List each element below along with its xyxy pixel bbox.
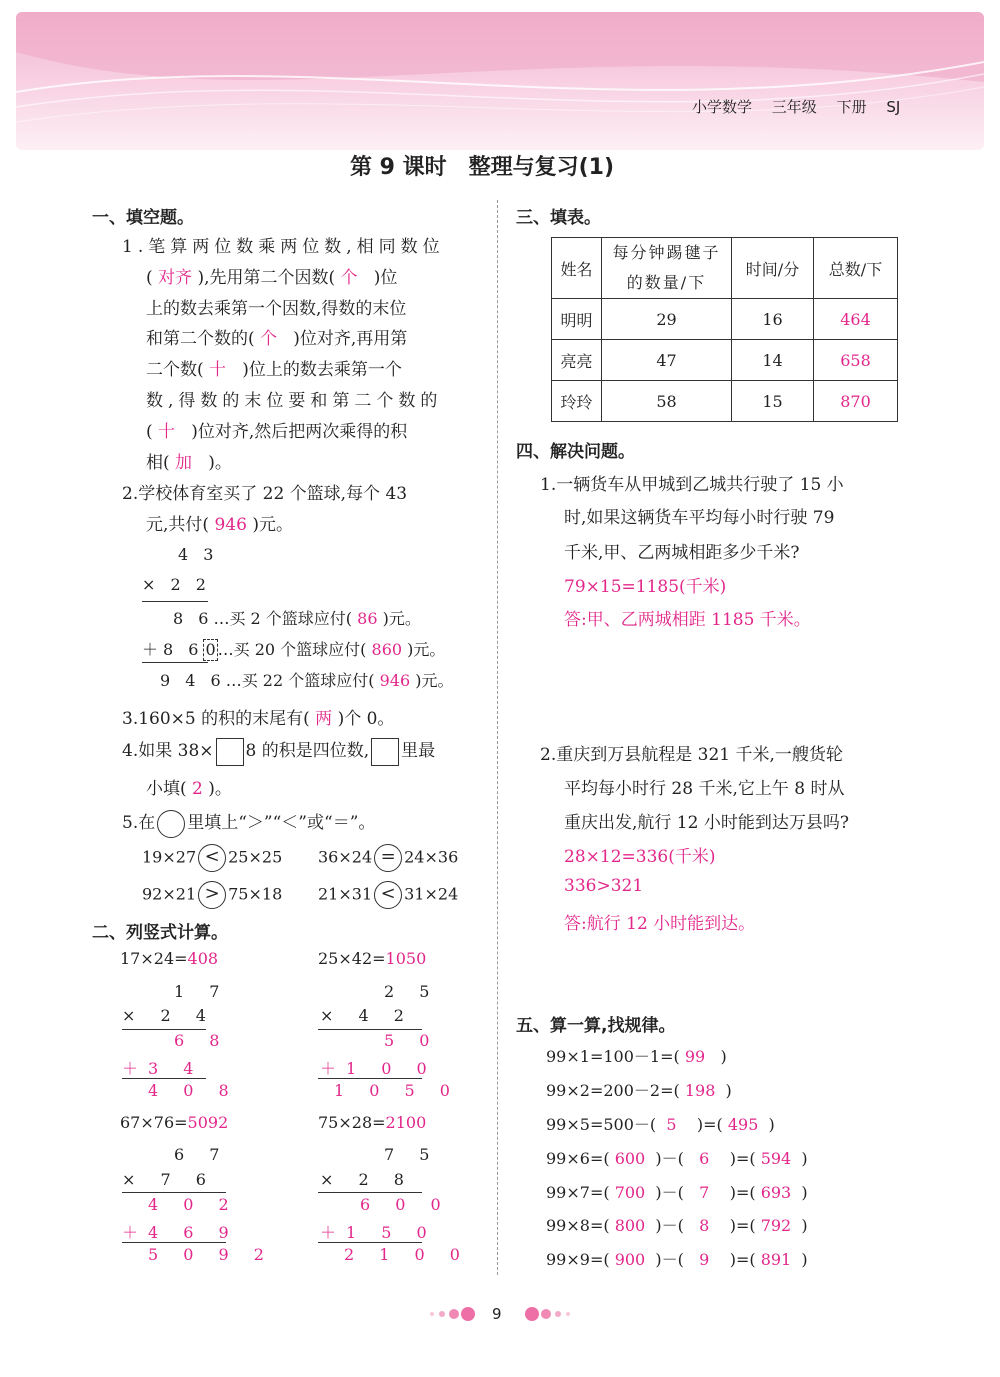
answer-text: 个: [260, 329, 278, 349]
placeholder-zero-box: 0: [205, 640, 216, 659]
answer-text: 7: [699, 1183, 710, 1202]
pattern-row: 99×5=500－( 5 )=( 495 ): [546, 1115, 775, 1134]
section1-heading: 一、填空题。: [92, 208, 194, 228]
answer-text: 693: [760, 1183, 792, 1202]
answer-text: 792: [760, 1216, 792, 1235]
vertical-calc-row: × 2 2: [142, 575, 211, 594]
answer-text: 对齐: [158, 268, 193, 288]
answer-text: 28×12=336(千米): [564, 847, 716, 867]
fill-table: [551, 237, 898, 422]
header-banner: [16, 12, 984, 150]
section3-heading: 三、填表。: [516, 208, 601, 228]
blank-circle: [157, 810, 185, 838]
section2-heading: 二、列竖式计算。: [92, 923, 228, 943]
pattern-row: 99×2=200－2=( 198 ): [546, 1081, 732, 1100]
answer-text: 2100: [385, 1113, 427, 1132]
header-edition: SJ: [886, 98, 901, 116]
q1-line: ( 十 )位对齐,然后把两次乘得的积: [146, 422, 408, 442]
q1-line: 数,得数的末位要和第二个数的: [146, 391, 443, 411]
compare-circle: >: [198, 881, 226, 909]
answer-text: 336>321: [564, 876, 644, 896]
answer-text: 答:甲、乙两城相距 1185 千米。: [564, 610, 811, 630]
table-header-cell: 时间/分: [732, 238, 814, 299]
column-divider: [497, 200, 498, 1275]
table-header-cell: 总数/下: [814, 238, 898, 299]
q1-line: 二个数( 十 )位上的数去乘第一个: [146, 360, 402, 380]
answer-text: 加: [175, 453, 193, 473]
answer-text: 5092: [187, 1113, 229, 1132]
answer-text: 十: [209, 360, 227, 380]
answer-text: 2: [192, 779, 203, 799]
answer-text: 5: [666, 1115, 677, 1134]
q1-line: 和第二个数的( 个 )位对齐,再用第: [146, 329, 408, 349]
pattern-row: 99×1=100－1=( 99 ): [546, 1047, 727, 1066]
compare-circle: =: [374, 844, 402, 872]
section4-heading: 四、解决问题。: [516, 442, 635, 462]
banner-waves: [16, 12, 984, 150]
q1-line: 上的数去乘第一个因数,得数的末位: [146, 299, 407, 319]
answer-text: 408: [187, 949, 219, 968]
answer-text: 860: [371, 640, 403, 659]
page-footer: [420, 1300, 580, 1328]
answer-text: 十: [158, 422, 176, 442]
compare-item: 92×21 > 75×18: [142, 881, 282, 909]
pattern-row: 99×9=( 900 )－( 9 )=( 891 ): [546, 1250, 808, 1269]
compare-circle: <: [374, 881, 402, 909]
table-header-cell: 每分钟踢毽子 的数量/下: [602, 238, 732, 299]
blank-box: [216, 738, 244, 766]
answer-text: 86: [357, 609, 378, 628]
answer-text: 9: [699, 1250, 710, 1269]
answer-text: 800: [614, 1216, 646, 1235]
vertical-calc-row: ＋8 6 0 …买 20 个篮球应付( 860 )元。: [142, 640, 446, 659]
answer-text: 个: [340, 268, 358, 288]
compare-circle: <: [198, 844, 226, 872]
table-row: 亮亮 47 14 658: [552, 340, 898, 381]
pattern-row: 99×6=( 600 )－( 6 )=( 594 ): [546, 1149, 808, 1168]
table-header-cell: 姓名: [552, 238, 602, 299]
answer-text: 答:航行 12 小时能到达。: [564, 914, 756, 934]
header-volume: 下册: [836, 98, 867, 116]
answer-text: 946: [214, 515, 247, 535]
calc-line: [142, 662, 208, 663]
blank-box: [371, 738, 399, 766]
header-subject: 小学数学: [692, 98, 753, 116]
header-grade: 三年级: [771, 98, 817, 116]
answer-text: 198: [684, 1081, 716, 1100]
page-title: 第 9 课时 整理与复习(1): [350, 155, 615, 180]
answer-text: 870: [814, 381, 898, 422]
table-row: 玲玲 58 15 870: [552, 381, 898, 422]
answer-text: 495: [727, 1115, 759, 1134]
compare-item: 19×27 < 25×25: [142, 844, 282, 872]
vertical-calc-row: 9 4 6…买 22 个篮球应付( 946 )元。: [160, 671, 454, 690]
answer-text: 99: [684, 1047, 706, 1066]
answer-text: 两: [315, 709, 333, 729]
answer-text: 1050: [385, 949, 427, 968]
answer-text: 8: [699, 1216, 710, 1235]
q1-line: 相( 加 )。: [146, 453, 232, 473]
answer-text: 700: [614, 1183, 646, 1202]
compare-item: 21×31 < 31×24: [318, 881, 458, 909]
q2-line: 元,共付( 946 )元。: [146, 515, 293, 535]
q1-line: ( 对齐 ),先用第二个因数( 个 )位: [146, 268, 398, 288]
answer-text: 658: [814, 340, 898, 381]
answer-text: 79×15=1185(千米): [564, 577, 727, 597]
header-info: [692, 96, 900, 117]
compare-item: 36×24 = 24×36: [318, 844, 458, 872]
q1-line: 1.笔算两位数乘两位数,相同数位: [122, 237, 445, 257]
vertical-calc-row: 8 6…买 2 个篮球应付( 86 )元。: [173, 609, 421, 628]
answer-text: 891: [760, 1250, 792, 1269]
table-header-row: [552, 238, 898, 299]
answer-text: 946: [379, 671, 411, 690]
pattern-row: 99×7=( 700 )－( 7 )=( 693 ): [546, 1183, 808, 1202]
calc-line: [142, 601, 208, 602]
answer-text: 600: [614, 1149, 646, 1168]
page-number: 9: [492, 1305, 502, 1323]
q2-line: 2.学校体育室买了 22 个篮球,每个 43: [122, 484, 408, 504]
answer-text: 6: [699, 1149, 710, 1168]
answer-text: 900: [614, 1250, 646, 1269]
pattern-row: 99×8=( 800 )－( 8 )=( 792 ): [546, 1216, 808, 1235]
question-3: 3.160×5 的积的末尾有( 两 )个 0。: [122, 709, 395, 729]
answer-text: 464: [814, 299, 898, 340]
table-row: 明明 29 16 464: [552, 299, 898, 340]
section5-heading: 五、算一算,找规律。: [516, 1016, 676, 1036]
answer-text: 594: [760, 1149, 792, 1168]
vertical-calc-row: 4 3: [178, 545, 219, 564]
